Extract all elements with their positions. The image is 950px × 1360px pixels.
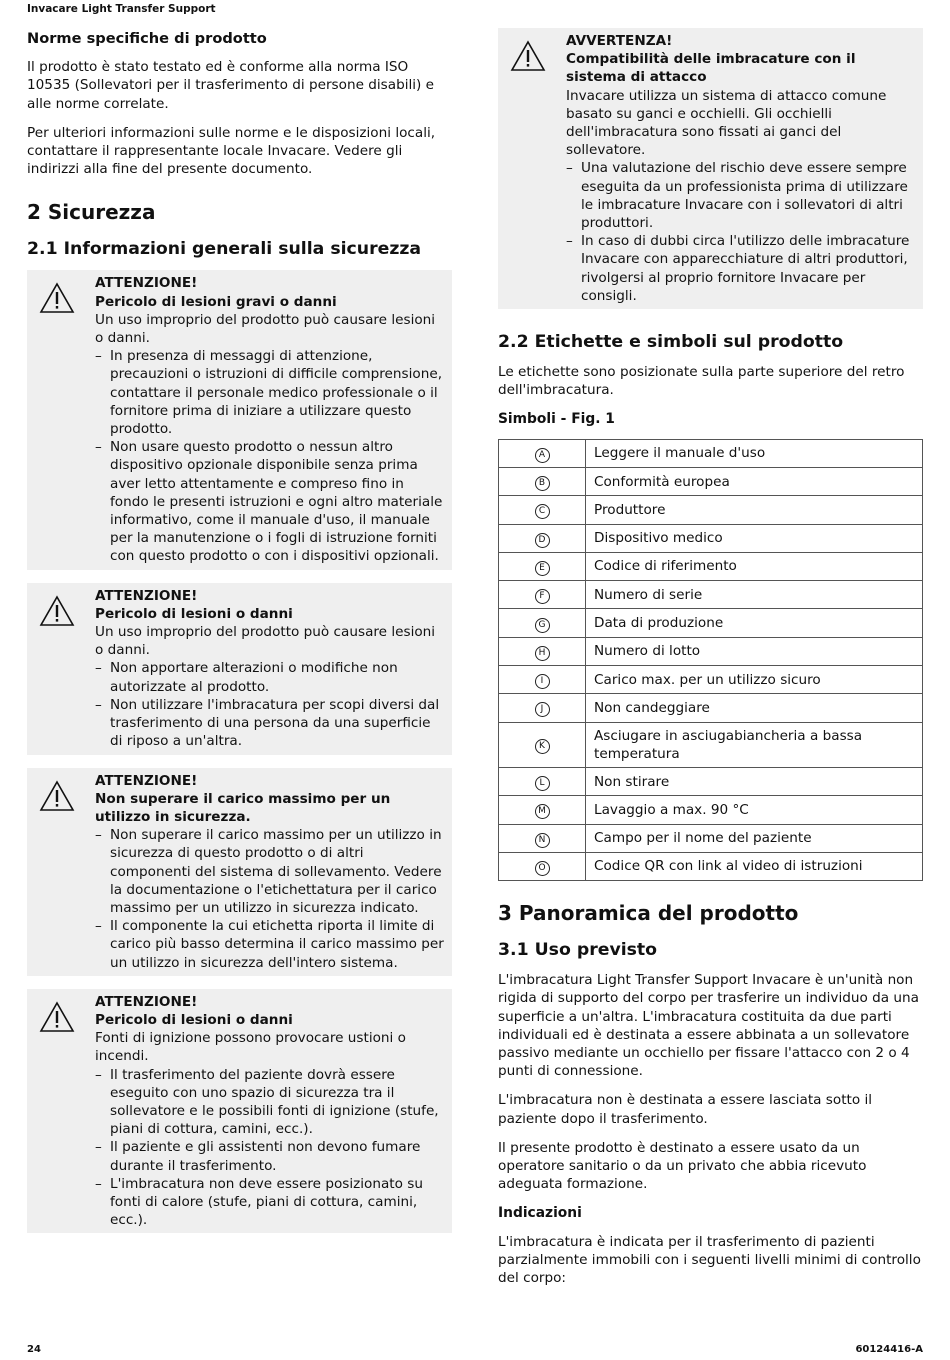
section-2-2-paragraph: Le etichette sono posizionate sulla parte superiore del retro dell'imbracatura. [498,364,905,399]
warning-text: Invacare utilizza un sistema di attacco comune basato su ganci e occhielli. Gli occhielli dell'imbracatura sono fissati ai ganci del sollevatore. [566,87,887,159]
symbol-cell [499,722,586,767]
table-row [499,609,923,637]
symbol-letter: F [535,589,550,604]
warning-list [95,347,444,565]
symbol-label: Campo per il nome del paziente [586,824,923,852]
symbol-letter: C [535,504,550,519]
warning-title: ATTENZIONE! [95,275,198,292]
section-3-1-paragraph-2: L'imbracatura non è destinata a essere lasciata sotto il paziente dopo il trasferimento. [498,1092,873,1127]
table-row [499,824,923,852]
symbol-letter: A [535,448,550,463]
warning-title: ATTENZIONE! [95,993,198,1010]
warning-list [95,1066,444,1230]
symbol-letter: I [535,674,550,689]
warning-title: ATTENZIONE! [95,772,198,789]
warning-list [95,826,444,972]
table-row [499,768,923,796]
symbol-cell [499,439,586,467]
indicazioni-paragraph: L'imbracatura è indicata per il trasferimento di pazienti parzialmente immobili con i seguenti livelli minimi di controllo del corpo: [498,1233,921,1287]
symbol-letter: O [535,861,550,876]
table-row [499,581,923,609]
warning-triangle-icon [39,282,75,314]
warning-list [95,659,444,750]
warning-list-item: – In presenza di messaggi di attenzione, precauzioni o istruzioni di difficile comprensione, contattare il personale medico professionale o il fornitore prima di iniziare a utilizzare questo prodotto. [95,347,444,438]
warning-box-3 [27,768,452,976]
warning-subtitle: Pericolo di lesioni o danni [95,605,293,622]
symbol-cell [499,552,586,580]
section-2-1-title: 2.1 Informazioni generali sulla sicurezza [27,239,422,260]
symbol-label: Produttore [586,496,923,524]
symbol-cell [499,467,586,495]
section-2-title: 2 Sicurezza [27,200,156,225]
norme-heading: Norme specifiche di prodotto [27,30,267,47]
warning-text: Un uso improprio del prodotto può causare lesioni o danni. [95,311,436,347]
warning-list-item: – Il paziente e gli assistenti non devono fumare durante il trasferimento. [95,1138,444,1174]
symbol-cell [499,796,586,824]
section-3-1-title: 3.1 Uso previsto [498,940,658,961]
left-column [27,28,452,1246]
warning-subtitle: Compatibilità delle imbracature con il sistema di attacco [566,51,856,86]
symbol-label: Dispositivo medico [586,524,923,552]
symbol-cell [499,694,586,722]
symbol-letter: H [535,646,550,661]
symbol-label: Conformità europea [586,467,923,495]
warning-list-item: – Non usare questo prodotto o nessun altro dispositivo opzionale disponibile senza prima aver letto attentamente e compreso fino in fondo le presenti istruzioni e ogni altro materiale informativo, come il manuale d'uso, il manuale per la manutenzione o i fogli di istruzione forniti con questo prodotto o con i dispositivi opzionali. [95,438,444,565]
symbols-caption: Simboli - Fig. 1 [498,411,615,428]
warning-text: Un uso improprio del prodotto può causare lesioni o danni. [95,624,436,659]
table-row [499,637,923,665]
document-code: 60124416-A [855,1344,923,1355]
warning-text: Fonti di ignizione possono provocare ustioni o incendi. [95,1030,406,1065]
symbols-table [498,439,923,882]
symbol-letter: B [535,476,550,491]
table-row [499,722,923,767]
warning-list-item: – In caso di dubbi circa l'utilizzo delle imbracature Invacare con apparecchiature di altri produttori, rivolgersi al proprio fornitore Invacare per consigli. [566,232,915,305]
warning-list [566,159,915,305]
table-row [499,694,923,722]
warning-subtitle: Non superare il carico massimo per un utilizzo in sicurezza. [95,790,391,825]
symbol-letter: N [535,833,550,848]
symbol-label: Data di produzione [586,609,923,637]
symbol-label: Numero di serie [586,581,923,609]
warning-list-item: – Non utilizzare l'imbracatura per scopi diversi dal trasferimento di una persona da una superficie di riposo a un'altra. [95,696,444,751]
warning-list-item: – Non superare il carico massimo per un utilizzo in sicurezza di questo prodotto o di altri componenti del sistema di sollevamento. Vedere la documentazione o l'etichettatura per il carico massimo per un utilizzo in sicurezza indicato. [95,826,444,917]
warning-list-item: – Non apportare alterazioni o modifiche non autorizzate al prodotto. [95,659,444,695]
symbol-cell [499,852,586,880]
symbol-cell [499,581,586,609]
warning-title: ATTENZIONE! [95,587,198,604]
symbol-letter: K [535,739,550,754]
warning-subtitle: Pericolo di lesioni gravi o danni [95,293,337,310]
warning-title: AVVERTENZA! [566,33,673,49]
table-row [499,666,923,694]
symbol-cell [499,768,586,796]
table-row [499,496,923,524]
symbol-label: Numero di lotto [586,637,923,665]
symbol-label: Leggere il manuale d'uso [586,439,923,467]
symbol-letter: J [535,702,550,717]
table-row [499,467,923,495]
warning-triangle-icon [510,40,546,72]
symbol-letter: D [535,533,550,548]
right-column [498,28,923,1298]
symbol-label: Non candeggiare [586,694,923,722]
table-row [499,439,923,467]
running-header: Invacare Light Transfer Support [27,3,216,15]
warning-triangle-icon [39,780,75,812]
warning-list-item: – L'imbracatura non deve essere posizionato su fonti di calore (stufe, piani di cottura, camini, ecc.). [95,1175,444,1230]
warning-box-2 [27,583,452,755]
norme-paragraph-1: Il prodotto è stato testato ed è conforme alla norma ISO 10535 (Sollevatori per il trasferimento di persone disabili) e alle norme correlate. [27,59,435,112]
warning-triangle-icon [39,595,75,627]
symbol-label: Codice QR con link al video di istruzioni [586,852,923,880]
table-row [499,852,923,880]
warning-list-item: – Il trasferimento del paziente dovrà essere eseguito con uno spazio di sicurezza tra il sollevatore e le possibili fonti di ignizione (stufe, piani di cottura, camini, ecc.). [95,1066,444,1139]
norme-paragraph-2: Per ulteriori informazioni sulle norme e le disposizioni locali, contattare il rappresentante locale Invacare. Vedere gli indirizzi alla fine del presente documento. [27,124,436,178]
section-3-title: 3 Panoramica del prodotto [498,901,799,926]
warning-subtitle: Pericolo di lesioni o danni [95,1011,293,1028]
symbol-letter: G [535,618,550,633]
symbol-label: Lavaggio a max. 90 °C [586,796,923,824]
warning-box-4 [27,989,452,1234]
symbol-cell [499,524,586,552]
indicazioni-heading: Indicazioni [498,1205,582,1222]
symbol-cell [499,824,586,852]
table-row [499,796,923,824]
warning-box-5 [498,28,923,309]
symbol-letter: M [535,804,550,819]
section-3-1-paragraph-1: L'imbracatura Light Transfer Support Invacare è un'unità non rigida di supporto del corpo per trasferire un individuo da una superficie a un'altra. L'imbracatura costituita da due parti individuali ed è destinata a essere abbinata a un sollevatore passivo mediante un occhiello per fissare l'attacco con 2 o 4 punti di connessione. [498,972,919,1080]
symbol-label: Asciugare in asciugabiancheria a bassa temperatura [586,722,923,767]
warning-list-item: – Una valutazione del rischio deve essere sempre eseguita da un professionista prima di utilizzare le imbracature Invacare con i sollevatori di altri produttori. [566,159,915,232]
warning-list-item: – Il componente la cui etichetta riporta il limite di carico più basso determina il carico massimo per un utilizzo in sicurezza dell'intero sistema. [95,917,444,972]
table-row [499,524,923,552]
section-2-2-title: 2.2 Etichette e simboli sul prodotto [498,332,844,353]
page-number: 24 [27,1344,41,1355]
symbol-label: Carico max. per un utilizzo sicuro [586,666,923,694]
table-row [499,552,923,580]
section-3-1-paragraph-3: Il presente prodotto è destinato a essere usato da un operatore sanitario o da un privato che abbia ricevuto adeguata formazione. [498,1139,867,1193]
symbol-label: Non stirare [586,768,923,796]
symbol-letter: E [535,561,550,576]
warning-triangle-icon [39,1001,75,1033]
symbol-label: Codice di riferimento [586,552,923,580]
warning-box-1 [27,270,452,569]
symbol-cell [499,666,586,694]
symbol-cell [499,609,586,637]
symbol-cell [499,637,586,665]
symbol-letter: L [535,776,550,791]
symbol-cell [499,496,586,524]
